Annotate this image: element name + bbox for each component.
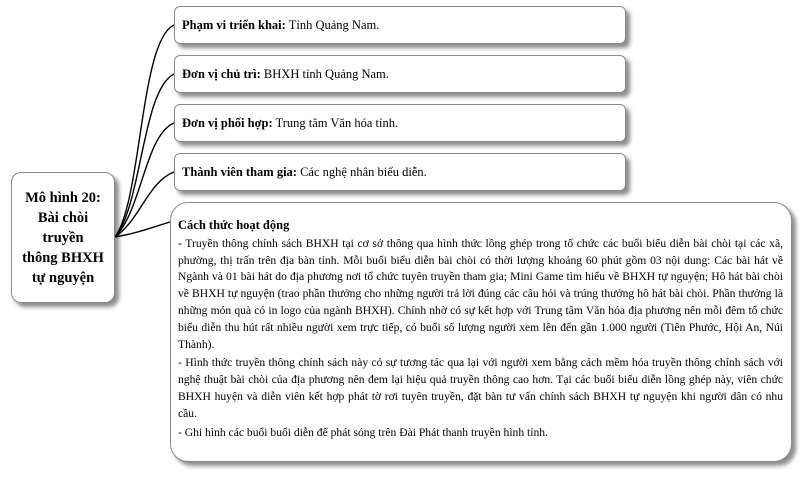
scope-value: Tỉnh Quảng Nam. bbox=[285, 17, 380, 32]
method-paragraph: - Truyền thông chính sách BHXH tại cơ sở thông qua hình thức lồng ghép trong tổ chức các buổi biểu diễn bài chòi tại các xã, phường, thị trấn trên địa bàn tỉnh. Mỗi buổi biểu diễn bài chòi có thời lượng khoảng 60 phút gồm 03 nội dung: Các bài hát về Ngành và 01 bài hát do địa phương nơi tổ chức tuyên truyền tham gia; Mini Game tìm hiểu về BHXH tự nguyện; Hô hát bài chòi về BHXH tự nguyện (trao phần thưởng cho những người trả lời đúng các câu hỏi và trúng thưởng hô hát bài chòi. Phần thưởng là những món quà có in logo của ngành BHXH). Chính nhờ có sự kết hợp với Trung tâm Văn hóa địa phương nên mỗi đêm tổ chức biểu diễn thu hút rất nhiều người xem trực tiếp, có buổi số lượng người xem lên đến gần 1.000 người (Tiên Phước, Hội An, Núi Thành). bbox=[178, 236, 783, 351]
center-line-1: Mô hình 20: bbox=[25, 189, 101, 206]
scope-label: Phạm vi triển khai: bbox=[182, 17, 286, 32]
scope-box bbox=[174, 6, 626, 44]
members-label: Thành viên tham gia: bbox=[182, 164, 297, 179]
method-heading: Cách thức hoạt động bbox=[178, 218, 290, 232]
partner-unit-value: Trung tâm Văn hóa tỉnh. bbox=[272, 115, 399, 130]
partner-unit-box bbox=[174, 104, 626, 142]
method-paragraph: - Hình thức truyền thông chính sách này có sự tương tác qua lại với người xem bằng cách mềm hóa truyền thông chính sách với nghệ thuật bài chòi của địa phương nên đem lại hiệu quả truyền thông cao hơn. Tại các buổi biểu diễn lồng ghép này, viên chức BHXH huyện và diễn viên kết hợp phát tờ rơi tuyên truyền, đặt bàn tư vấn chính sách BHXH tự nguyện khi người dân có nhu cầu. bbox=[178, 356, 783, 420]
connector-to-host bbox=[115, 74, 174, 237]
center-line-2: Bài chòi truyền bbox=[37, 209, 89, 246]
center-topic-title bbox=[16, 188, 110, 288]
center-line-4: tự nguyện bbox=[31, 269, 95, 286]
center-line-3: thông BHXH bbox=[22, 249, 104, 266]
method-paragraph: - Ghi hình các buổi buổi diễn để phát sóng trên Đài Phát thanh truyền hình tỉnh. bbox=[178, 425, 548, 439]
connector-to-members bbox=[115, 172, 174, 237]
method-box bbox=[170, 202, 792, 462]
center-topic-box bbox=[11, 172, 115, 303]
connector-to-scope bbox=[115, 25, 174, 237]
host-unit-label: Đơn vị chủ trì: bbox=[182, 66, 261, 81]
members-box bbox=[174, 153, 626, 191]
members-value: Các nghệ nhân biểu diễn. bbox=[296, 164, 427, 179]
host-unit-value: BHXH tỉnh Quảng Nam. bbox=[260, 66, 389, 81]
host-unit-box bbox=[174, 55, 626, 93]
partner-unit-label: Đơn vị phối hợp: bbox=[182, 115, 273, 130]
